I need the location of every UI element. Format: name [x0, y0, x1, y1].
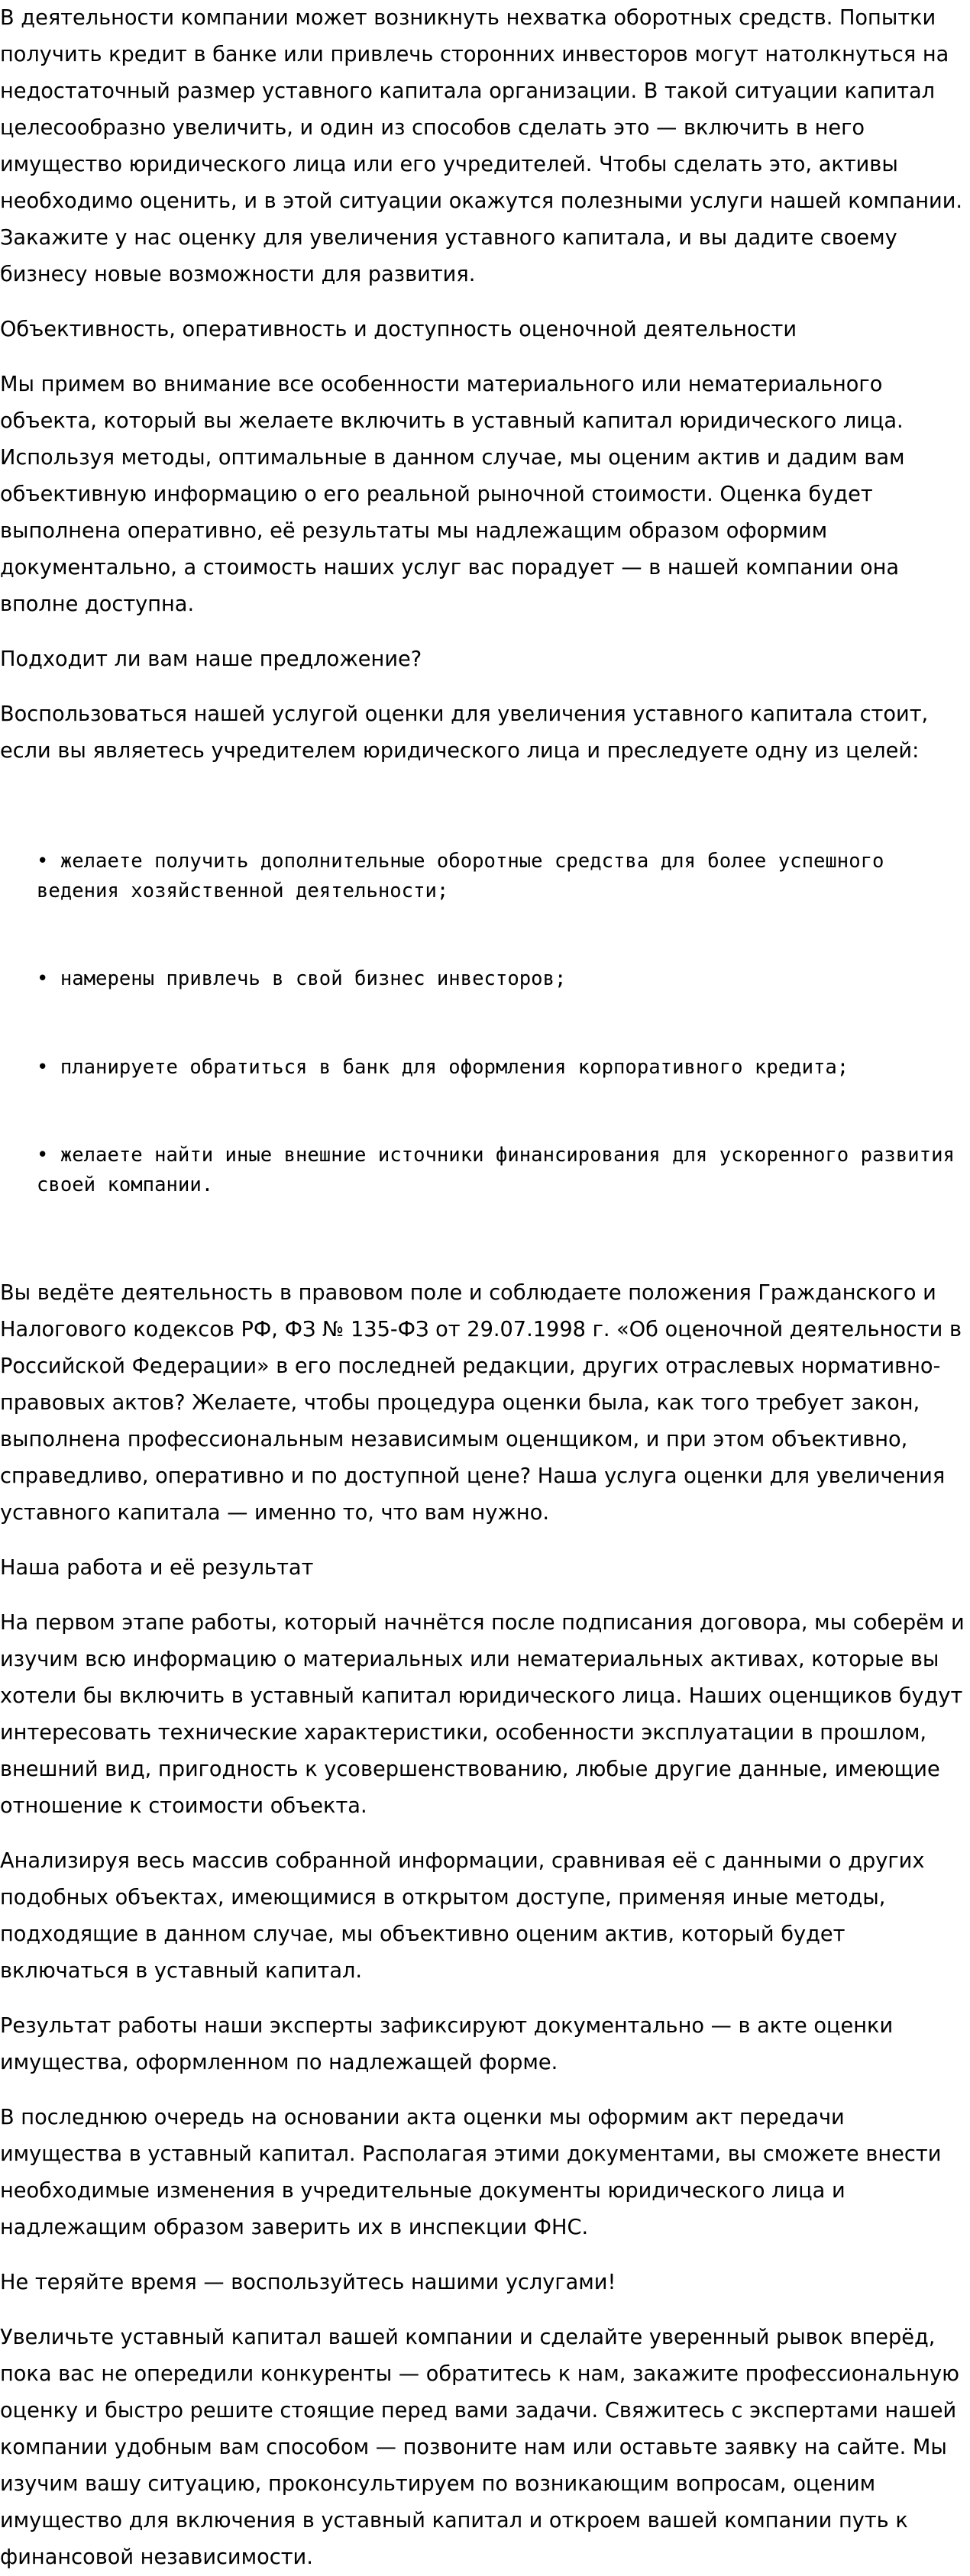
- section-heading-work: Наша работа и её результат: [0, 1556, 314, 1580]
- list-item: • желаете получить дополнительные оборотные средства для более успешного ведения хозяйственной деятельности;: [37, 850, 896, 902]
- transfer-act-paragraph: В последнюю очередь на основании акта оценки мы оформим акт передачи имущества в уставный капитал. Располагая этими документами, вы сможете внести необходимые изменения в учредительные документы юридического лица и надлежащим образом заверить их в инспекции ФНС.: [0, 2106, 942, 2239]
- section-heading-cta: Не теряйте время — воспользуйтесь нашими услугами!: [0, 2271, 616, 2294]
- section-heading-suitability: Подходит ли вам наше предложение?: [0, 647, 422, 671]
- list-item: • планируете обратиться в банк для оформления корпоративного кредита;: [37, 1055, 849, 1079]
- list-item: • намерены привлечь в свой бизнес инвесторов;: [37, 967, 567, 990]
- cta-paragraph: Увеличьте уставный капитал вашей компании и сделайте уверенный рывок вперёд, пока вас не опередили конкуренты — обратитесь к нам, закажите профессиональную оценку и быстро решите стоящие перед вами задачи. Свяжитесь с экспертами нашей компании удобным вам способом — позвоните нам или оставьте заявку на сайте. Мы изучим вашу ситуацию, проконсультируем по возникающим вопросам, оценим имущество для включения в уставный капитал и откроем вашей компании путь к финансовой независимости.: [0, 2326, 959, 2569]
- analysis-paragraph: Анализируя весь массив собранной информации, сравнивая её с данными о других подобных объектах, имеющимися в открытом доступе, применяя иные методы, подходящие в данном случае, мы объективно оценим актив, который будет включаться в уставный капитал.: [0, 1849, 925, 1983]
- legal-paragraph: Вы ведёте деятельность в правовом поле и соблюдаете положения Гражданского и Налогового кодексов РФ, ФЗ № 135-ФЗ от 29.07.1998 г. «Об оценочной деятельности в Российской Федерации» в его последней редакции, других отраслевых нормативно-правовых актов? Желаете, чтобы процедура оценки была, как того требует закон, выполнена профессиональным независимым оценщиком, и при этом объективно, справедливо, оперативно и по доступной цене? Наша услуга оценки для увеличения уставного капитала — именно то, что вам нужно.: [0, 1281, 962, 1525]
- goals-list: [0, 788, 968, 1258]
- list-item: • желаете найти иные внешние источники финансирования для ускоренного развития своей компании.: [37, 1144, 967, 1196]
- intro-paragraph: В деятельности компании может возникнуть нехватка оборотных средств. Попытки получить кредит в банке или привлечь сторонних инвесторов могут натолкнуться на недостаточный размер уставного капитала организации. В такой ситуации капитал целесообразно увеличить, и один из способов сделать это — включить в него имущество юридического лица или его учредителей. Чтобы сделать это, активы необходимо оценить, и в этой ситуации окажутся полезными услуги нашей компании. Закажите у нас оценку для увеличения уставного капитала, и вы дадите своему бизнесу новые возможности для развития.: [0, 6, 963, 286]
- section-heading-objectivity: Объективность, оперативность и доступность оценочной деятельности: [0, 318, 797, 341]
- result-paragraph: Результат работы наши эксперты зафиксируют документально — в акте оценки имущества, оформленном по надлежащей форме.: [0, 2014, 894, 2074]
- objectivity-paragraph: Мы примем во внимание все особенности материального или нематериального объекта, который вы желаете включить в уставный капитал юридического лица. Используя методы, оптимальные в данном случае, мы оценим актив и дадим вам объективную информацию о его реальной рыночной стоимости. Оценка будет выполнена оперативно, её результаты мы надлежащим образом оформим документально, а стоимость наших услуг вас порадует — в нашей компании она вполне доступна.: [0, 373, 905, 616]
- suitability-paragraph: Воспользоваться нашей услугой оценки для увеличения уставного капитала стоит, если вы являетесь учредителем юридического лица и преследуете одну из целей:: [0, 702, 929, 763]
- work-stage-one-paragraph: На первом этапе работы, который начнётся после подписания договора, мы соберём и изучим всю информацию о материальных или нематериальных активах, которые вы хотели бы включить в уставный капитал юридического лица. Наших оценщиков будут интересовать технические характеристики, особенности эксплуатации в прошлом, внешний вид, пригодность к усовершенствованию, любые другие данные, имеющие отношение к стоимости объекта.: [0, 1611, 965, 1818]
